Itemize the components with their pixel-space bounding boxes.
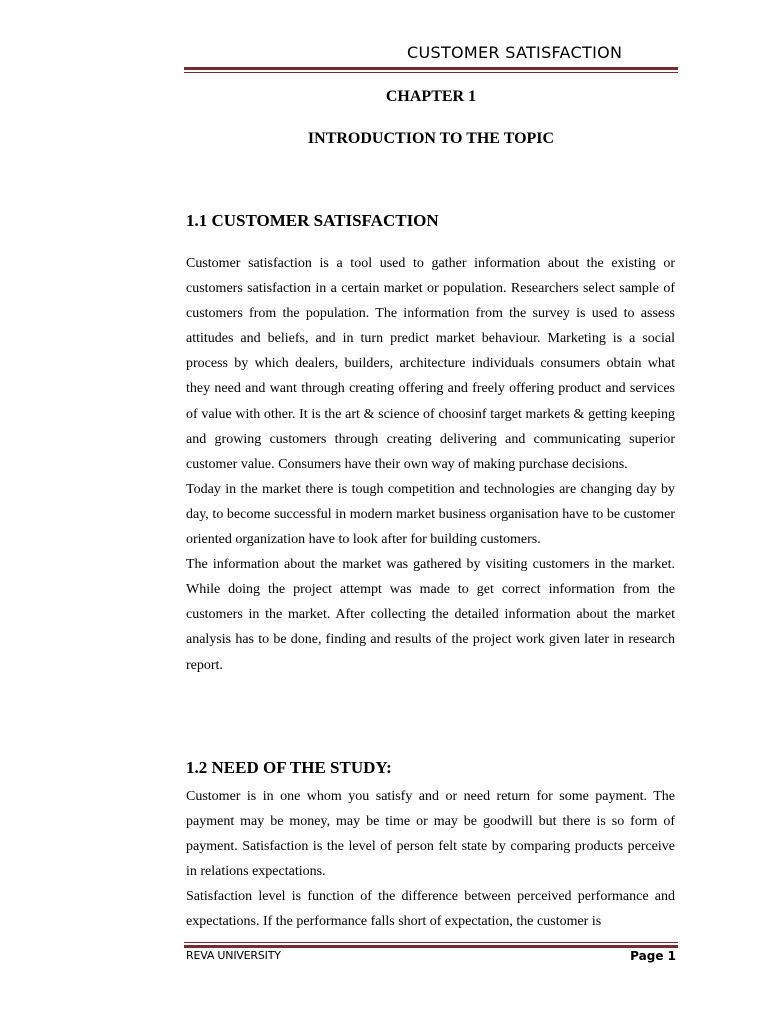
paragraph: Customer is in one whom you satisfy and or need return for some payment. The payment may be money, may be time or may be goodwill but there is so form of payment. Satisfaction is the level of person felt state by comparing products perceive in relations expectations. — [186, 789, 675, 880]
header-rule-thin — [184, 72, 678, 73]
paragraph: Satisfaction level is function of the difference between perceived performance and expectations. If the performance falls short of expectation, the customer is — [186, 889, 675, 930]
footer-rule-thick — [184, 945, 678, 948]
running-header-title: CUSTOMER SATISFACTION — [407, 43, 623, 62]
chapter-label: CHAPTER 1 — [385, 88, 477, 105]
page-number: Page 1 — [630, 949, 676, 963]
chapter-title: INTRODUCTION TO THE TOPIC — [307, 130, 555, 147]
paragraph: The information about the market was gathered by visiting customers in the market. While doing the project attempt was made to get correct information from the customers in the market. After collecting the detailed information about the market analysis has to be done, finding and results of the project work given later in research report. — [186, 557, 675, 673]
footer-rule-thin — [184, 942, 678, 943]
section-body-customer-satisfaction — [186, 251, 675, 678]
footer-university-name: REVA UNIVERSITY — [186, 949, 281, 962]
paragraph: Customer satisfaction is a tool used to gather information about the existing or customers satisfaction in a certain market or population. Researchers select sample of customers from the population. The information from the survey is used to assess attitudes and beliefs, and in turn predict market behaviour. Marketing is a social process by which dealers, builders, architecture individuals consumers obtain what they need and want through creating offering and freely offering product and services of value with other. It is the art & science of choosinf target markets & getting keeping and growing customers through creating delivering and communicating superior customer value. Consumers have their own way of making purchase decisions. — [186, 256, 675, 472]
paragraph: Today in the market there is tough competition and technologies are changing day by day, to become successful in modern market business organisation have to be customer oriented organization have to look after for building customers. — [186, 481, 675, 548]
section-heading-need-of-study: 1.2 NEED OF THE STUDY: — [186, 758, 392, 777]
header-rule-thick — [184, 67, 678, 70]
section-heading-customer-satisfaction: 1.1 CUSTOMER SATISFACTION — [186, 211, 439, 230]
section-body-need-of-study — [186, 784, 675, 935]
